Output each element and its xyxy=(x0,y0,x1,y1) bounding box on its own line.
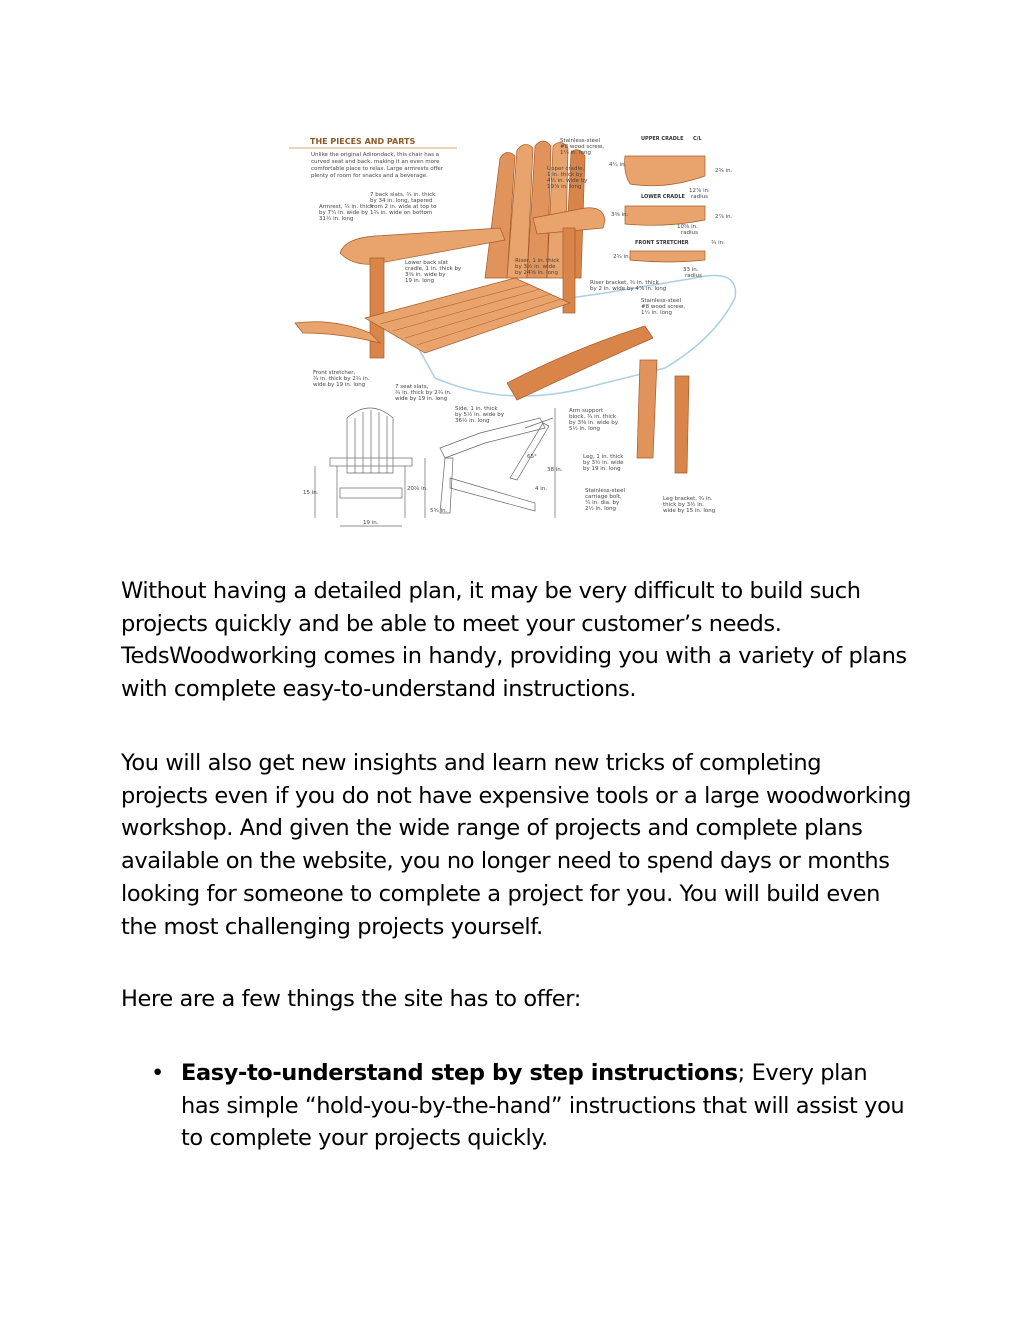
svg-text:wide by 19 in. long: wide by 19 in. long xyxy=(313,382,366,388)
callout-arm-support xyxy=(569,408,619,432)
svg-text:5½ in. long: 5½ in. long xyxy=(569,426,600,432)
svg-text:C/L: C/L xyxy=(693,136,702,142)
callout-side xyxy=(455,406,505,424)
svg-text:cradle, 1 in. thick by: cradle, 1 in. thick by xyxy=(405,266,462,272)
dim-foot: 5¾ in. xyxy=(430,508,448,514)
svg-text:Front stretcher,: Front stretcher, xyxy=(313,370,356,376)
front-left-leg xyxy=(370,258,384,358)
svg-text:by 34 in. long, tapered: by 34 in. long, tapered xyxy=(370,198,433,204)
svg-text:radius: radius xyxy=(681,230,699,236)
svg-text:1 in. thick by: 1 in. thick by xyxy=(547,172,583,178)
paragraph-offer-heading: Here are a few things the site has to offer: xyxy=(121,986,581,1012)
callout-lower-cradle xyxy=(405,260,462,284)
svg-text:radius: radius xyxy=(691,194,709,200)
svg-text:carriage bolt,: carriage bolt, xyxy=(585,494,622,500)
svg-text:Side, 1 in. thick: Side, 1 in. thick xyxy=(455,406,498,412)
feature-list xyxy=(121,1057,911,1155)
svg-text:by 3⅜ in. wide by: by 3⅜ in. wide by xyxy=(569,420,618,426)
svg-text:block, ¾ in. thick: block, ¾ in. thick xyxy=(569,414,617,420)
dim-total-height: 38 in. xyxy=(547,467,563,473)
diagram-intro xyxy=(311,152,444,179)
callout-seat-slats xyxy=(395,384,452,402)
svg-text:31½ in. long: 31½ in. long xyxy=(319,216,354,222)
list-item xyxy=(121,1057,911,1155)
callout-riser xyxy=(515,258,560,276)
callout-armrest xyxy=(319,204,374,222)
svg-text:Stainless-steel: Stainless-steel xyxy=(641,298,681,304)
svg-text:2⅞ in.: 2⅞ in. xyxy=(715,214,733,220)
diagram-title: THE PIECES AND PARTS xyxy=(310,137,416,146)
svg-text:Lower back slat: Lower back slat xyxy=(405,260,448,266)
svg-text:¾ in.: ¾ in. xyxy=(711,240,725,246)
svg-text:2½ in. long: 2½ in. long xyxy=(585,506,616,512)
svg-text:¾ in. thick by 2¾ in.: ¾ in. thick by 2¾ in. xyxy=(395,390,452,396)
svg-text:Riser bracket, ¾ in. thick: Riser bracket, ¾ in. thick xyxy=(590,280,659,286)
svg-text:plenty of room for snacks and: plenty of room for snacks and a beverage. xyxy=(311,173,428,179)
svg-text:Unlike the original Adirondack: Unlike the original Adirondack, this chair has a xyxy=(311,152,440,158)
front-stretcher-detail xyxy=(613,240,725,279)
callout-screw-top xyxy=(560,138,604,156)
svg-text:FRONT STRETCHER: FRONT STRETCHER xyxy=(635,240,689,246)
svg-text:by 19 in. long: by 19 in. long xyxy=(583,466,621,472)
feature-description: ; Every plan has simple “hold-you-by-the-hand” instructions that will assist you to complete your projects quickly. xyxy=(181,1060,905,1152)
svg-text:Stainless-steel: Stainless-steel xyxy=(560,138,600,144)
svg-text:3⅜ in.: 3⅜ in. xyxy=(611,212,629,218)
svg-text:by 24⅝ in. long: by 24⅝ in. long xyxy=(515,270,558,276)
callout-carriage-bolt xyxy=(585,488,625,512)
callout-back-slats xyxy=(370,192,437,216)
svg-text:¼ in. dia. by: ¼ in. dia. by xyxy=(585,500,620,506)
svg-text:10⅝ in.: 10⅝ in. xyxy=(677,224,698,230)
svg-text:¾ in. thick by 2¾ in.: ¾ in. thick by 2¾ in. xyxy=(313,376,370,382)
svg-text:36½ in. long: 36½ in. long xyxy=(455,418,490,424)
svg-text:from 2 in. wide at top to: from 2 in. wide at top to xyxy=(370,204,437,210)
svg-text:7 back slats, ¾ in. thick: 7 back slats, ¾ in. thick xyxy=(370,192,436,198)
svg-text:Upper cradle,: Upper cradle, xyxy=(547,166,585,172)
dim-seat-front: 20⅝ in. xyxy=(407,486,428,492)
svg-text:by 7¼ in. wide by: by 7¼ in. wide by xyxy=(319,210,368,216)
dim-angle: 65° xyxy=(527,454,537,460)
svg-text:Riser, 1 in. thick: Riser, 1 in. thick xyxy=(515,258,560,264)
svg-text:1¼ in. long: 1¼ in. long xyxy=(560,150,591,156)
adirondack-chair-diagram xyxy=(285,128,745,528)
svg-text:#8 wood screw,: #8 wood screw, xyxy=(641,304,685,310)
svg-text:Armrest, ¾ in. thick: Armrest, ¾ in. thick xyxy=(319,204,374,210)
paragraph-insights: You will also get new insights and learn new tricks of completing projects even if you do not have expensive tools or a large woodworking workshop. And given the wide range of projects and complete plans available on the website, you no longer need to spend days or months looking for someone to complete a project for you. You will build even the most challenging projects yourself. xyxy=(121,750,912,940)
svg-text:LOWER CRADLE: LOWER CRADLE xyxy=(641,194,685,200)
side-elevation xyxy=(425,408,555,518)
svg-text:by 3½ in. wide: by 3½ in. wide xyxy=(583,460,624,466)
svg-text:7 seat slats,: 7 seat slats, xyxy=(395,384,429,390)
front-right-leg xyxy=(563,228,575,313)
leg-bracket-piece xyxy=(675,376,689,473)
chair-plan-svg xyxy=(285,128,745,528)
svg-text:comfortable place to relax. La: comfortable place to relax. Large armrests offer xyxy=(311,166,444,172)
upper-cradle-detail xyxy=(609,136,733,200)
svg-text:curved seat and back, making i: curved seat and back, making it an even more xyxy=(311,159,440,165)
dim-width: 19 in. xyxy=(363,520,379,526)
front-elevation xyxy=(315,408,412,526)
dim-seat-height: 15 in. xyxy=(303,490,319,496)
feature-title: Easy-to-understand step by step instructions xyxy=(181,1060,738,1086)
leg-piece xyxy=(637,360,657,458)
svg-text:33 in.: 33 in. xyxy=(683,267,699,273)
svg-text:1¾ in. wide on bottom: 1¾ in. wide on bottom xyxy=(370,210,433,216)
svg-text:Stainless-steel: Stainless-steel xyxy=(585,488,625,494)
front-stretcher-piece xyxy=(295,322,380,343)
svg-text:19⅞ in. long: 19⅞ in. long xyxy=(547,184,582,190)
svg-text:radius: radius xyxy=(685,273,703,279)
svg-text:Leg bracket, ¾ in.: Leg bracket, ¾ in. xyxy=(663,496,713,502)
svg-text:by 3½ in. wide: by 3½ in. wide xyxy=(515,264,556,270)
svg-text:thick by 3½ in.: thick by 3½ in. xyxy=(663,502,704,508)
svg-text:Arm support: Arm support xyxy=(569,408,604,414)
svg-text:2¾ in.: 2¾ in. xyxy=(715,168,733,174)
svg-text:wide by 19 in. long: wide by 19 in. long xyxy=(395,396,448,402)
svg-text:Leg, 1 in. thick: Leg, 1 in. thick xyxy=(583,454,624,460)
dim-back-height: 4 in. xyxy=(535,486,548,492)
callout-riser-bracket xyxy=(590,280,666,292)
paragraph-intro: Without having a detailed plan, it may be very difficult to build such projects quickly and be able to meet your customer’s needs. TedsWoodworking comes in handy, providing you with a variety of plans with complete easy-to-understand instructions. xyxy=(121,578,907,703)
callout-leg-bracket xyxy=(663,496,715,514)
svg-text:3⅜ in. wide by: 3⅜ in. wide by xyxy=(405,272,446,278)
lower-cradle-detail xyxy=(611,194,733,236)
svg-text:1¼ in. long: 1¼ in. long xyxy=(641,310,672,316)
left-armrest xyxy=(340,228,505,264)
callout-front-stretcher xyxy=(313,370,370,388)
svg-text:4¼ in. wide by: 4¼ in. wide by xyxy=(547,178,588,184)
svg-text:UPPER CRADLE: UPPER CRADLE xyxy=(641,136,684,142)
svg-text:19 in. long: 19 in. long xyxy=(405,278,435,284)
callout-leg xyxy=(583,454,624,472)
svg-text:#8 wood screw,: #8 wood screw, xyxy=(560,144,604,150)
callout-screw-right xyxy=(641,298,685,316)
svg-text:wide by 15 in. long: wide by 15 in. long xyxy=(663,508,716,514)
bullet-icon: • xyxy=(151,1060,164,1086)
svg-text:2¾ in.: 2¾ in. xyxy=(613,254,631,260)
svg-text:12⅞ in.: 12⅞ in. xyxy=(689,188,710,194)
svg-text:by 5½ in. wide by: by 5½ in. wide by xyxy=(455,412,504,418)
svg-text:4¼ in.: 4¼ in. xyxy=(609,162,627,168)
svg-text:by 2 in. wide by 4⅞ in. long: by 2 in. wide by 4⅞ in. long xyxy=(590,286,667,292)
